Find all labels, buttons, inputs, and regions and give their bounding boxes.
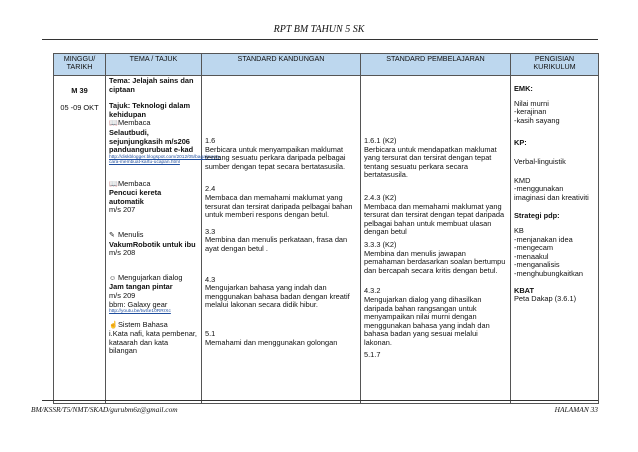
- footer-divider: [42, 400, 598, 401]
- kbat-item: Peta Dakap (3.6.1): [514, 294, 577, 304]
- text-page: m/s 209: [109, 290, 136, 300]
- header-kandungan: STANDARD KANDUNGAN: [202, 54, 361, 76]
- skill-label: Membaca: [118, 178, 151, 188]
- skill-label: Sistem Bahasa: [118, 319, 168, 329]
- pencil-icon: ✎: [109, 231, 115, 239]
- header-minggu: MINGGU/ TARIKH: [54, 54, 106, 76]
- strategy-item: -menganalisis: [514, 260, 560, 270]
- standard-code: 1.6: [205, 136, 216, 145]
- footer-email: BM/KSSR/T5/NMT/SKAD/gurubm6z@gmail.com: [31, 405, 178, 414]
- kmd-item: -menggunakan imaginasi dan kreativiti: [514, 184, 589, 202]
- emk-item: -kerajinan: [514, 107, 547, 117]
- standard-text: Berbicara untuk mendapatkan maklumat yang tersurat dan tersirat dengan tepat tentang sesuatu perkara secara bertatasusila.: [364, 144, 497, 180]
- header-tema: TEMA / TAJUK: [106, 54, 202, 76]
- kmd-item: KMD: [514, 175, 531, 185]
- text-title: Selautbudi, sejunjungkasih m/s206: [109, 127, 190, 146]
- rpt-table: [53, 53, 599, 404]
- kp-title: KP:: [514, 138, 527, 148]
- book-icon: 📖: [109, 180, 118, 188]
- standard-code: 5.1.7: [364, 350, 381, 360]
- emk-item: Nilai murni: [514, 98, 549, 108]
- grammar-line: i.Kata nafi, kata pembenar,: [109, 329, 197, 339]
- standard-code: 3.3: [205, 226, 216, 236]
- pengisian-cell: [511, 76, 599, 404]
- standard-text: Membina dan menulis jawapan pemahaman berdasarkan soalan bertumpu dan bercapah secara kritis dengan betul.: [364, 248, 506, 275]
- week-date: 05 -09 OKT: [60, 102, 99, 112]
- strategy-item: -menjanakan idea: [514, 234, 573, 244]
- header-pembelajaran: STANDARD PEMBELAJARAN: [361, 54, 511, 76]
- standard-text: Membina dan menulis perkataan, frasa dan ayat dengan betul .: [205, 235, 348, 253]
- week-label: M 39: [71, 86, 88, 95]
- standard-code: 4.3: [205, 274, 216, 284]
- kp-item: Verbal-linguistik: [514, 156, 566, 166]
- standard-text: Berbicara untuk menyampaikan maklumat tentang sesuatu perkara daripada pelbagai sumber dengan tepat secara bertatasusila.: [205, 144, 346, 171]
- minggu-cell: [54, 76, 106, 404]
- standard-code: 3.3.3 (K2): [364, 239, 397, 249]
- topic-title: Tajuk: Teknologi dalam kehidupan: [109, 101, 191, 119]
- text-note: bbm: Galaxy gear: [109, 299, 168, 309]
- standard-code: 1.6.1 (K2): [364, 136, 397, 145]
- kbat-title: KBAT: [514, 285, 534, 295]
- standard-text: Memahami dan menggunakan golongan: [205, 337, 338, 347]
- page-header: RPT BM TAHUN 5 SK: [273, 24, 365, 35]
- standard-text: Membaca dan memahami maklumat yang tersurat dan tersirat daripada pelbagai bahan untuk memberi respons dengan betul.: [205, 192, 353, 220]
- strategy-item: -menaakul: [514, 251, 549, 261]
- book-icon: 📖: [109, 120, 118, 128]
- text-page: m/s 208: [109, 248, 136, 258]
- page-number: HALAMAN 33: [554, 405, 598, 414]
- header-divider: [42, 39, 598, 40]
- standard-code: 4.3.2: [364, 286, 381, 296]
- kandungan-cell: [202, 76, 361, 404]
- reference-link[interactable]: http://youtu.be/twSe10RRrXc: [109, 309, 171, 315]
- strategy-title: Strategi pdp:: [514, 211, 560, 221]
- emk-item: -kasih sayang: [514, 115, 560, 125]
- hand-pointer-icon: ☝: [109, 321, 118, 329]
- standard-text: Mengujarkan dialog yang dihasilkan daripada bahan rangsangan untuk menyampaikan nilai murni dengan menggunakan bahasa yang indah dan bahasa badan yang sesuai melalui lakonan.: [364, 294, 490, 347]
- standard-code: 2.4.3 (K2): [364, 192, 397, 202]
- pembelajaran-cell: [361, 76, 511, 404]
- smiley-icon: ☺: [109, 274, 117, 282]
- table-row: [54, 76, 599, 404]
- text-title: Pencuci kereta automatik: [109, 188, 162, 206]
- header-pengisian: PENGISIAN KURIKULUM: [511, 54, 599, 76]
- strategy-item: -menghubungkaitkan: [514, 268, 584, 278]
- standard-text: Mengujarkan bahasa yang indah dan menggunakan bahasa badan dengan kreatif melalui lakonan secara didik hibur.: [205, 283, 350, 310]
- skill-label: Membaca: [118, 118, 151, 128]
- text-title: VakumRobotik untuk ibu: [109, 239, 196, 249]
- skill-label: Menulis: [118, 229, 144, 239]
- skill-label: Mengujarkan dialog: [118, 272, 183, 282]
- standard-code: 5.1: [205, 328, 216, 338]
- grammar-line: kataarah dan kata bilangan: [109, 337, 169, 356]
- reference-link[interactable]: http://diskblogger.blogspot.com/2012/05/bagaimana-cara-membuat-kartu-ucapan.html: [109, 154, 221, 166]
- theme-title: Tema: Jelajah sains dan ciptaan: [109, 76, 194, 94]
- strategy-item: -mengecam: [514, 243, 554, 253]
- text-subtitle: panduangurubuat e-kad: [109, 145, 194, 155]
- emk-title: EMK:: [514, 84, 533, 93]
- standard-code: 2.4: [205, 184, 216, 194]
- standard-text: Membaca dan memahami maklumat yang tersurat dan tersirat dengan tepat daripada pelbagai bahan untuk membuat ulasan dengan betul: [364, 201, 505, 237]
- strategy-item: KB: [514, 225, 524, 235]
- table-header-row: [54, 54, 599, 76]
- text-title: Jam tangan pintar: [109, 282, 173, 292]
- text-page: m/s 207: [109, 205, 136, 215]
